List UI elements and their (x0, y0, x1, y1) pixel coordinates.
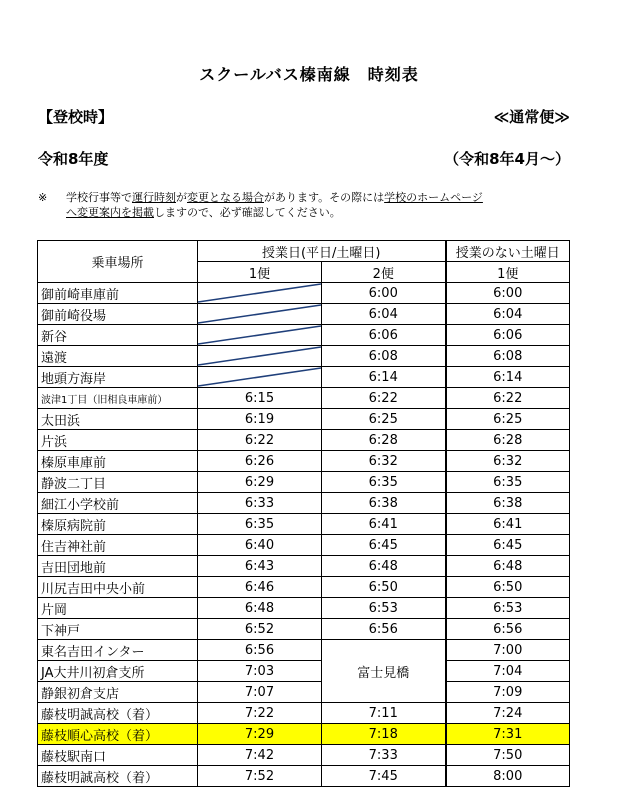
time-run-1: 6:19 (198, 409, 322, 430)
table-row (38, 640, 570, 661)
stop-name: 細江小学校前 (38, 493, 198, 514)
stop-name: 住吉神社前 (38, 535, 198, 556)
no-service-slash (198, 325, 322, 346)
col-run-2-header: 2便 (322, 262, 446, 283)
time-saturday-run-1: 7:00 (446, 640, 570, 661)
stop-name: 地頭方海岸 (38, 367, 198, 388)
time-saturday-run-1: 6:28 (446, 430, 570, 451)
stop-name: 御前崎役場 (38, 304, 198, 325)
stop-name: 遠渡 (38, 346, 198, 367)
stop-name: 川尻吉田中央小前 (38, 577, 198, 598)
time-run-1: 6:40 (198, 535, 322, 556)
time-saturday-run-1: 7:31 (446, 724, 570, 745)
timetable-body (38, 283, 570, 787)
table-row (38, 367, 570, 388)
time-run-1: 6:26 (198, 451, 322, 472)
stop-name: 藤枝駅南口 (38, 745, 198, 766)
time-run-1: 6:15 (198, 388, 322, 409)
stop-name: 静波二丁目 (38, 472, 198, 493)
time-run-2: 6:45 (322, 535, 446, 556)
stop-name: 榛原車庫前 (38, 451, 198, 472)
time-saturday-run-1: 6:04 (446, 304, 570, 325)
table-row (38, 745, 570, 766)
stop-name: 東名吉田インター (38, 640, 198, 661)
time-saturday-run-1: 7:04 (446, 661, 570, 682)
stop-name: JA大井川初倉支所 (38, 661, 198, 682)
group-school-day-header: 授業日(平日/土曜日) (198, 241, 446, 262)
no-service-slash (198, 367, 322, 388)
notice-underlined: 学校のホームページ (384, 191, 483, 204)
table-row (38, 472, 570, 493)
time-saturday-run-1: 6:32 (446, 451, 570, 472)
time-run-2: 6:48 (322, 556, 446, 577)
no-service-slash (198, 283, 322, 304)
time-saturday-run-1: 6:06 (446, 325, 570, 346)
time-saturday-run-1: 7:50 (446, 745, 570, 766)
timetable (37, 240, 570, 787)
table-row (38, 598, 570, 619)
time-run-2: 6:06 (322, 325, 446, 346)
stop-name: 下神戸 (38, 619, 198, 640)
stop-name: 太田浜 (38, 409, 198, 430)
stop-name: 静銀初倉支店 (38, 682, 198, 703)
time-run-1: 6:56 (198, 640, 322, 661)
table-row (38, 409, 570, 430)
notice-text: があります。その際には (264, 191, 385, 204)
time-run-2: 6:56 (322, 619, 446, 640)
time-run-2: 6:25 (322, 409, 446, 430)
time-run-1: 6:35 (198, 514, 322, 535)
time-saturday-run-1: 6:00 (446, 283, 570, 304)
table-row (38, 661, 570, 682)
time-run-2: 6:04 (322, 304, 446, 325)
section-label: 【登校時】 (38, 108, 114, 126)
time-run-1: 6:33 (198, 493, 322, 514)
time-run-2: 6:41 (322, 514, 446, 535)
time-run-2: 7:18 (322, 724, 446, 745)
table-row (38, 682, 570, 703)
time-run-2: 6:22 (322, 388, 446, 409)
time-run-2: 7:33 (322, 745, 446, 766)
stop-name: 藤枝明誠高校（着） (38, 766, 198, 787)
time-run-1: 6:29 (198, 472, 322, 493)
notice-underlined: 運行時刻 (132, 191, 176, 204)
time-saturday-run-1: 6:08 (446, 346, 570, 367)
stop-name: 片浜 (38, 430, 198, 451)
notice-line-2 (38, 205, 578, 220)
stop-header: 乗車場所 (38, 241, 198, 283)
time-run-1: 7:42 (198, 745, 322, 766)
stop-name: 波津1丁目（旧相良車庫前） (38, 388, 198, 409)
time-saturday-run-1: 6:56 (446, 619, 570, 640)
time-saturday-run-1: 6:45 (446, 535, 570, 556)
no-service-slash (198, 304, 322, 325)
table-row (38, 430, 570, 451)
time-saturday-run-1: 6:41 (446, 514, 570, 535)
table-row (38, 388, 570, 409)
notice-line-1 (38, 190, 578, 205)
time-saturday-run-1: 6:38 (446, 493, 570, 514)
table-row (38, 766, 570, 787)
time-run-2: 6:08 (322, 346, 446, 367)
time-run-1: 7:29 (198, 724, 322, 745)
time-run-1: 6:43 (198, 556, 322, 577)
table-row (38, 493, 570, 514)
time-saturday-run-1: 6:48 (446, 556, 570, 577)
table-row (38, 619, 570, 640)
table-row (38, 514, 570, 535)
time-saturday-run-1: 8:00 (446, 766, 570, 787)
time-run-1: 7:22 (198, 703, 322, 724)
time-saturday-run-1: 6:14 (446, 367, 570, 388)
notice-text: が (176, 191, 187, 204)
time-run-2: 6:50 (322, 577, 446, 598)
merged-note: 富士見橋 (322, 640, 446, 703)
stop-name: 藤枝順心高校（着） (38, 724, 198, 745)
notice (38, 190, 578, 220)
time-saturday-run-1: 6:35 (446, 472, 570, 493)
notice-underlined: へ変更案内を掲載 (66, 206, 154, 219)
notice-text: 学校行事等で (66, 191, 132, 204)
time-saturday-run-1: 6:25 (446, 409, 570, 430)
time-run-2: 6:53 (322, 598, 446, 619)
time-run-2: 6:35 (322, 472, 446, 493)
table-row (38, 283, 570, 304)
stop-name: 吉田団地前 (38, 556, 198, 577)
time-run-1: 7:52 (198, 766, 322, 787)
col-run-1-header: 1便 (198, 262, 322, 283)
effective-date: （令和8年4月～） (444, 150, 570, 168)
time-run-1: 6:48 (198, 598, 322, 619)
group-no-class-saturday-header: 授業のない土曜日 (446, 241, 570, 262)
no-service-slash (198, 346, 322, 367)
stop-name: 榛原病院前 (38, 514, 198, 535)
page-title: スクールバス榛南線 時刻表 (199, 65, 419, 84)
table-row (38, 703, 570, 724)
time-run-1: 6:22 (198, 430, 322, 451)
time-run-2: 6:00 (322, 283, 446, 304)
notice-text: しますので、必ず確認してください。 (154, 206, 341, 219)
table-row (38, 535, 570, 556)
table-row (38, 325, 570, 346)
time-saturday-run-1: 6:50 (446, 577, 570, 598)
table-row (38, 346, 570, 367)
time-run-1: 6:52 (198, 619, 322, 640)
time-run-2: 6:32 (322, 451, 446, 472)
time-saturday-run-1: 7:09 (446, 682, 570, 703)
col-sat-run-1-header: 1便 (446, 262, 570, 283)
stop-name: 藤枝明誠高校（着） (38, 703, 198, 724)
time-saturday-run-1: 6:22 (446, 388, 570, 409)
time-run-2: 7:11 (322, 703, 446, 724)
time-run-2: 6:28 (322, 430, 446, 451)
notice-mark: ※ (38, 191, 48, 204)
time-run-2: 6:14 (322, 367, 446, 388)
time-run-1: 7:03 (198, 661, 322, 682)
time-saturday-run-1: 6:53 (446, 598, 570, 619)
table-row (38, 304, 570, 325)
fiscal-year: 令和8年度 (38, 150, 109, 168)
stop-name: 新谷 (38, 325, 198, 346)
table-row (38, 724, 570, 745)
time-saturday-run-1: 7:24 (446, 703, 570, 724)
notice-underlined: 変更となる場合 (187, 191, 264, 204)
time-run-2: 6:38 (322, 493, 446, 514)
service-type: ≪通常便≫ (493, 108, 570, 126)
time-run-1: 7:07 (198, 682, 322, 703)
stop-name: 片岡 (38, 598, 198, 619)
table-row (38, 577, 570, 598)
table-row (38, 556, 570, 577)
time-run-2: 7:45 (322, 766, 446, 787)
time-run-1: 6:46 (198, 577, 322, 598)
stop-name: 御前崎車庫前 (38, 283, 198, 304)
table-row (38, 451, 570, 472)
